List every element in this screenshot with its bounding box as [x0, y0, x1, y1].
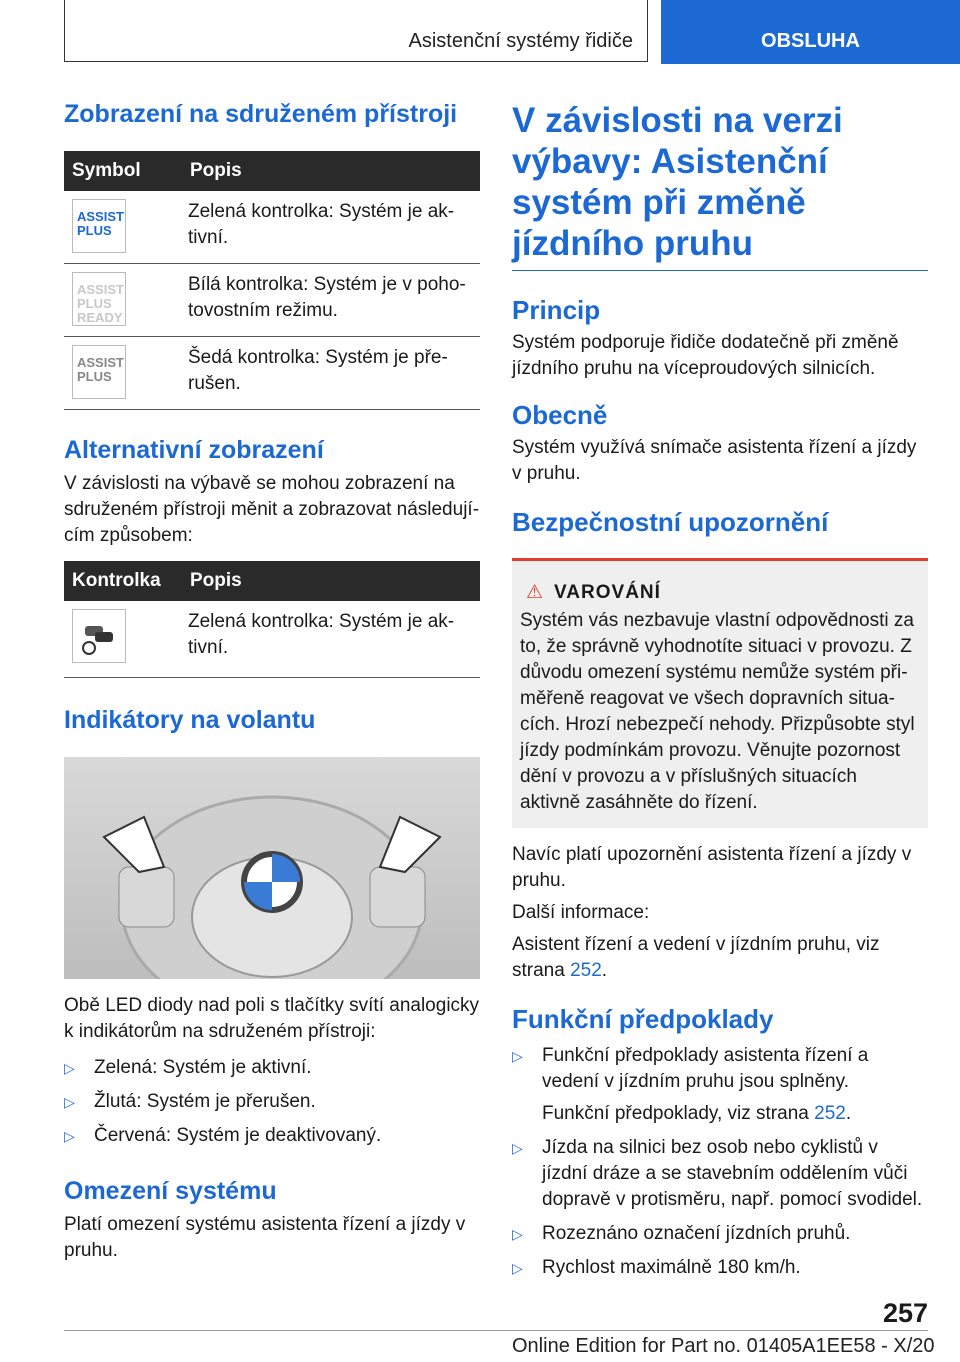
assist-plus-ready-icon: ASSIST PLUS READY — [72, 272, 126, 326]
triangle-bullet-icon: ▷ — [64, 1060, 75, 1076]
table-cell-desc: Zelená kontrolka: Systém je ak-tivní. — [182, 601, 480, 678]
header-title: Asistenční systémy řidiče — [408, 30, 633, 52]
table-cell-desc: Šedá kontrolka: Systém je pře-rušen. — [182, 337, 480, 410]
paragraph: Navíc platí upozornění asistenta řízení a jízdy v pruhu. — [512, 844, 912, 891]
heading-preconditions: Funkční předpoklady — [512, 1004, 774, 1034]
heading-obecne: Obecně — [512, 400, 608, 430]
table-cell-desc: Bílá kontrolka: Systém je v poho-tovostním režimu. — [182, 264, 480, 337]
table-row — [64, 337, 480, 410]
table-header-symbol: Symbol — [64, 151, 182, 191]
triangle-bullet-icon: ▷ — [512, 1048, 523, 1064]
list-item: ▷ Červená: Systém je deaktivovaný. — [64, 1123, 480, 1149]
list-item: ▷ Funkční předpoklady asistenta řízení a vedení v jízdním pruhu jsou splněny. — [512, 1043, 928, 1095]
triangle-bullet-icon: ▷ — [512, 1140, 523, 1156]
paragraph: Systém využívá snímače asistenta řízení a jízdy v pruhu. — [512, 437, 917, 484]
car-steering-icon — [72, 609, 126, 663]
section-title-display: Zobrazení na sdruženém přístroji — [64, 100, 458, 128]
list-item-sub: Funkční předpoklady, viz strana 252. — [542, 1103, 852, 1124]
section-title-alternative: Alternativní zobrazení — [64, 436, 324, 464]
warning-triangle-icon: ⚠ — [526, 582, 545, 603]
list-item: ▷ Jízda na silnici bez osob nebo cyklistů v jízdní dráze a se stavebním oddělením vůči dopravě v protisměru, např. pomocí svodidel. — [512, 1135, 928, 1213]
steering-wheel-image — [64, 757, 480, 979]
triangle-bullet-icon: ▷ — [512, 1226, 523, 1242]
bullet-list — [64, 1055, 480, 1149]
heading-princip: Princip — [512, 295, 601, 325]
triangle-bullet-icon: ▷ — [512, 1260, 523, 1276]
list-item: ▷ Žlutá: Systém je přerušen. — [64, 1089, 480, 1115]
heading-safety: Bezpečnostní upozornění — [512, 507, 829, 537]
triangle-bullet-icon: ▷ — [64, 1094, 75, 1110]
table-header-kontrolka: Kontrolka — [64, 561, 182, 601]
warning-box — [512, 558, 928, 828]
bullet-list — [512, 1043, 928, 1281]
header-tab-obsluha[interactable]: OBSLUHA — [661, 0, 960, 64]
table-cell-desc: Zelená kontrolka: Systém je ak-tivní. — [182, 191, 480, 264]
table-row — [64, 601, 480, 678]
footer-edition: Online Edition for Part no. 01405A1EE58 - X/20 — [512, 1335, 935, 1357]
table-header-popis: Popis — [182, 561, 480, 601]
warning-header: ⚠ VAROVÁNÍ — [526, 582, 661, 603]
paragraph: Systém podporuje řidiče dodatečně při změně jízdního pruhu na víceproudových silnicích. — [512, 332, 899, 379]
chapter-title: V závislosti na verzi výbavy: Asistenční systém při změně jízdního pruhu — [512, 100, 928, 271]
footer-divider — [64, 1330, 928, 1331]
list-item: ▷ Rychlost maximálně 180 km/h. — [512, 1255, 928, 1281]
table-header-popis: Popis — [182, 151, 480, 191]
paragraph: Asistent řízení a vedení v jízdním pruhu, viz strana 252. — [512, 934, 880, 981]
page-link[interactable]: 252 — [570, 960, 602, 981]
page-number: 257 — [882, 1298, 928, 1328]
paragraph: V závislosti na výbavě se mohou zobrazení na sdruženém přístroji měnit a zobrazovat následují-cím způsobem: — [64, 473, 480, 546]
paragraph: Obě LED diody nad poli s tlačítky svítí analogicky k indikátorům na sdruženém přístroji: — [64, 995, 480, 1042]
assist-plus-grey-icon: ASSIST PLUS — [72, 345, 126, 399]
triangle-bullet-icon: ▷ — [64, 1128, 75, 1144]
section-title-limits: Omezení systému — [64, 1177, 277, 1205]
section-title-indicators: Indikátory na volantu — [64, 706, 316, 734]
assist-plus-green-icon: ASSIST PLUS — [72, 199, 126, 253]
list-item: ▷ Rozeznáno označení jízdních pruhů. — [512, 1221, 928, 1247]
list-item: ▷ Zelená: Systém je aktivní. — [64, 1055, 480, 1081]
left-column — [64, 100, 480, 1264]
table-row — [64, 264, 480, 337]
symbol-table — [64, 151, 480, 410]
paragraph: Další informace: — [512, 902, 650, 923]
page-link[interactable]: 252 — [814, 1103, 846, 1124]
table-row — [64, 191, 480, 264]
indicator-table — [64, 561, 480, 678]
header-box — [64, 0, 648, 62]
right-column — [512, 100, 928, 1281]
warning-text: Systém vás nezbavuje vlastní odpovědnosti za to, že správně vyhodnotíte situaci v provozu. Z důvodu omezení systému nemůže systém při-měřeně reagovat ve všech dopravních situa-cích. Hrozí nebezpečí nehody. Přizpůsobte styl jízdy podmínkám provozu. Věnujte pozornost dění v provozu a v příslušných situacích aktivně zasáhněte do řízení. — [520, 610, 915, 813]
paragraph: Platí omezení systému asistenta řízení a jízdy v pruhu. — [64, 1214, 466, 1261]
